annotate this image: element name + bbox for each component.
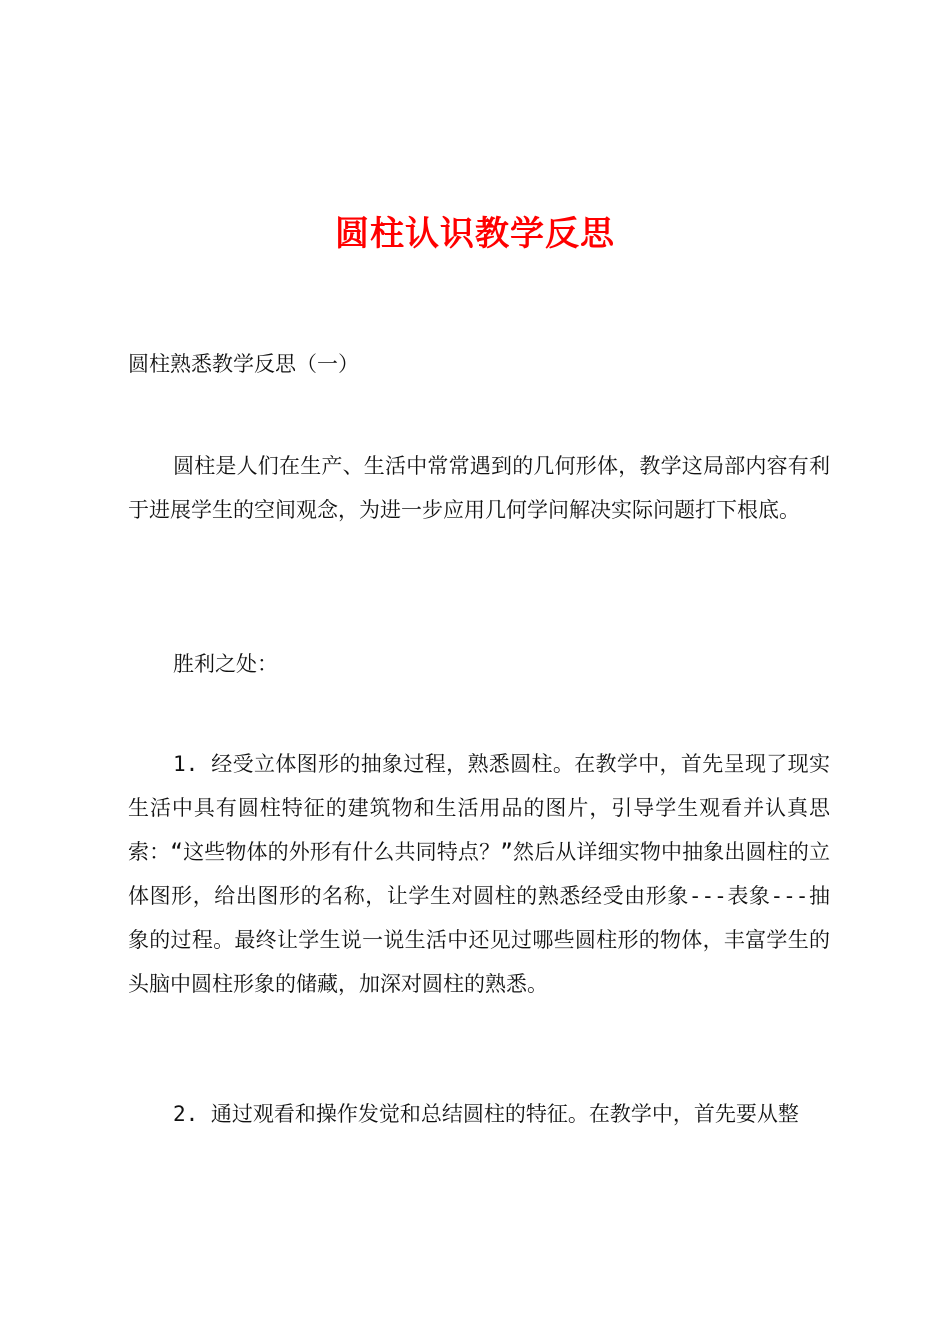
paragraph-point-2: 2. 通过观看和操作发觉和总结圆柱的特征。在教学中，首先要从整: [173, 1102, 799, 1126]
section-subtitle: 圆柱熟悉教学反思（一）: [128, 352, 359, 376]
paragraph-point-1: 1. 经受立体图形的抽象过程，熟悉圆柱。在教学中，首先呈现了现实生活中具有圆柱特征的建筑物和生活用品的图片，引导学生观看并认真思索：“这些物体的外形有什么共同特点？”然后从详细实物中抽象出圆柱的立体图形，给出图形的名称，让学生对圆柱的熟悉经受由形象---表象---抽象的过程。最终让学生说一说生活中还见过哪些圆柱形的物体，丰富学生的头脑中圆柱形象的储藏，加深对圆柱的熟悉。: [128, 752, 830, 996]
document-title: 圆柱认识教学反思: [335, 214, 615, 254]
paragraph-intro: 圆柱是人们在生产、生活中常常遇到的几何形体，教学这局部内容有利于进展学生的空间观念，为进一步应用几何学问解决实际问题打下根底。: [128, 454, 830, 522]
paragraph-success-heading: 胜利之处：: [173, 652, 278, 676]
